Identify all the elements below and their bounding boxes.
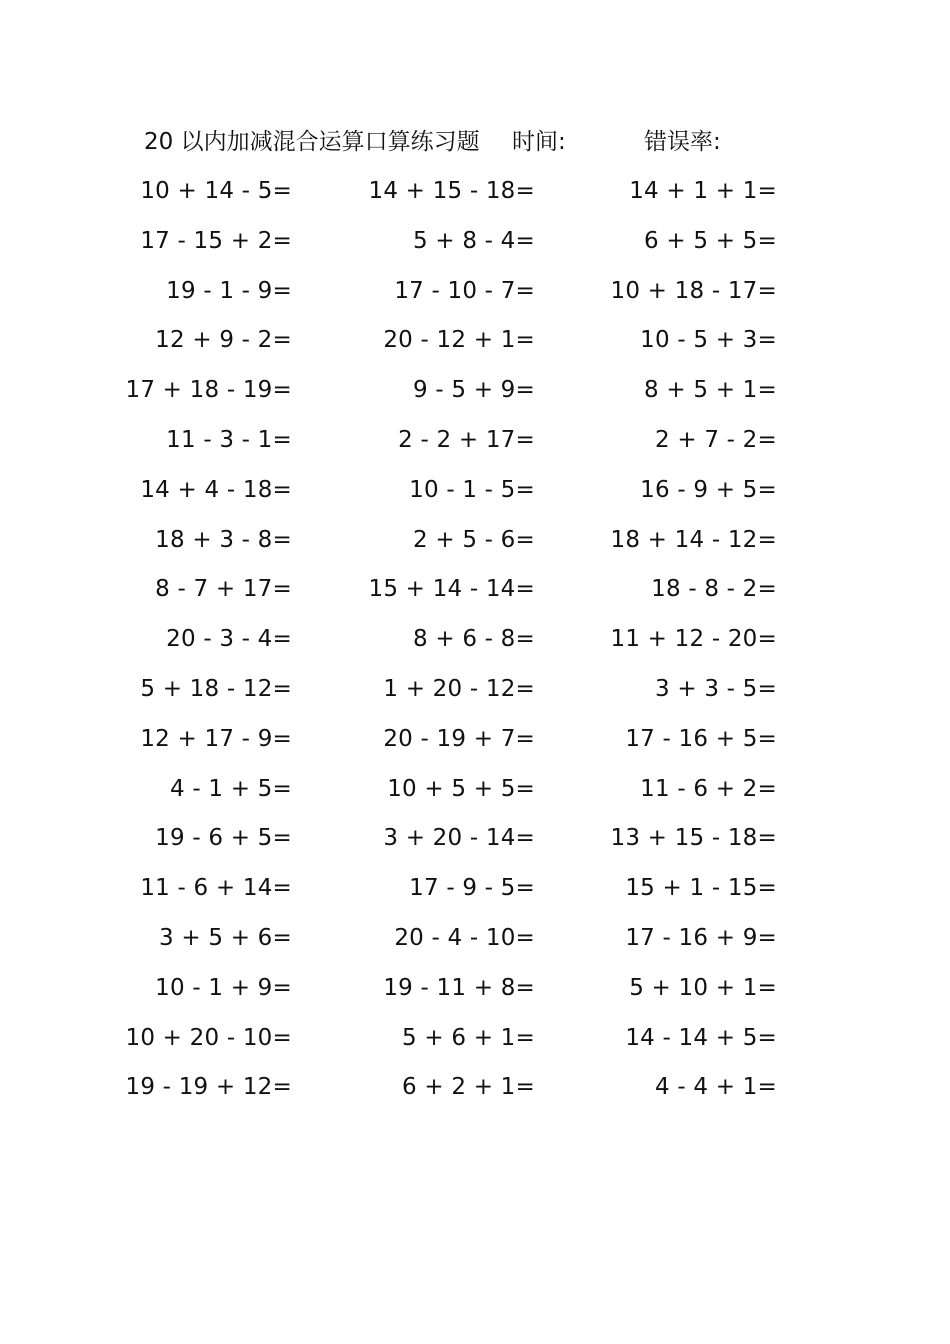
math-problem: 4 - 4 + 1= [655,1074,777,1101]
math-problem: 6 + 5 + 5= [644,227,777,254]
math-problem: 16 - 9 + 5= [640,476,777,503]
problem-row [0,769,950,819]
math-problem: 5 + 8 - 4= [413,227,535,254]
error-rate-label: 错误率: [644,129,721,155]
problem-row [0,320,950,370]
problem-row [0,171,950,221]
problem-row [0,719,950,769]
worksheet-header [144,124,784,160]
math-problem: 9 - 5 + 9= [413,377,535,404]
math-problem: 10 - 5 + 3= [640,327,777,354]
math-problem: 20 - 19 + 7= [383,725,535,752]
problem-row [0,470,950,520]
math-problem: 18 + 14 - 12= [610,526,777,553]
math-problem: 17 - 9 - 5= [409,875,535,902]
math-problem: 11 - 6 + 14= [140,875,292,902]
math-problem: 5 + 6 + 1= [402,1024,535,1051]
math-problem: 10 + 14 - 5= [140,178,292,204]
math-problem: 10 + 18 - 17= [610,277,777,304]
math-problem: 11 - 6 + 2= [640,775,777,802]
problem-row [0,420,950,470]
math-problem: 2 + 5 - 6= [413,526,535,553]
math-problem: 11 + 12 - 20= [610,626,777,653]
math-problem: 20 - 3 - 4= [166,626,292,653]
math-problem: 15 + 14 - 14= [368,576,535,603]
math-problem: 12 + 9 - 2= [155,327,292,354]
math-problem: 18 + 3 - 8= [155,526,292,553]
problem-grid [0,171,950,1117]
problem-row [0,818,950,868]
math-problem: 14 - 14 + 5= [625,1024,777,1051]
worksheet-title: 20 以内加减混合运算口算练习题 [144,129,480,155]
math-problem: 14 + 4 - 18= [140,476,292,503]
math-problem: 19 - 11 + 8= [383,974,535,1001]
math-problem: 10 - 1 + 9= [155,974,292,1001]
problem-row [0,271,950,321]
math-problem: 1 + 20 - 12= [383,675,535,702]
problem-row [0,1018,950,1068]
math-problem: 2 - 2 + 17= [398,426,535,453]
problem-row [0,569,950,619]
math-problem: 5 + 10 + 1= [629,974,777,1001]
math-problem: 14 + 1 + 1= [629,178,777,204]
math-problem: 18 - 8 - 2= [651,576,777,603]
math-problem: 17 - 16 + 9= [625,924,777,951]
math-problem: 13 + 15 - 18= [610,825,777,852]
problem-row [0,520,950,570]
math-problem: 15 + 1 - 15= [625,875,777,902]
math-problem: 20 - 4 - 10= [394,924,535,951]
problem-row [0,968,950,1018]
problem-row [0,918,950,968]
math-problem: 17 + 18 - 19= [125,377,292,404]
problem-row [0,868,950,918]
math-problem: 19 - 19 + 12= [125,1074,292,1101]
problem-row [0,669,950,719]
math-problem: 20 - 12 + 1= [383,327,535,354]
math-problem: 8 - 7 + 17= [155,576,292,603]
math-problem: 10 + 20 - 10= [125,1024,292,1051]
math-problem: 10 - 1 - 5= [409,476,535,503]
math-problem: 10 + 5 + 5= [387,775,535,802]
math-problem: 17 - 15 + 2= [140,227,292,254]
problem-row [0,1067,950,1117]
math-problem: 3 + 3 - 5= [655,675,777,702]
math-problem: 17 - 16 + 5= [625,725,777,752]
time-label: 时间: [512,129,566,155]
problem-row [0,221,950,271]
math-problem: 17 - 10 - 7= [394,277,535,304]
math-problem: 19 - 6 + 5= [155,825,292,852]
math-problem: 6 + 2 + 1= [402,1074,535,1101]
math-problem: 19 - 1 - 9= [166,277,292,304]
math-problem: 5 + 18 - 12= [140,675,292,702]
problem-row [0,619,950,669]
math-problem: 8 + 6 - 8= [413,626,535,653]
math-problem: 3 + 5 + 6= [159,924,292,951]
math-problem: 3 + 20 - 14= [383,825,535,852]
math-problem: 14 + 15 - 18= [368,178,535,204]
math-problem: 4 - 1 + 5= [170,775,292,802]
math-problem: 12 + 17 - 9= [140,725,292,752]
math-problem: 2 + 7 - 2= [655,426,777,453]
problem-row [0,370,950,420]
math-problem: 11 - 3 - 1= [166,426,292,453]
math-problem: 8 + 5 + 1= [644,377,777,404]
